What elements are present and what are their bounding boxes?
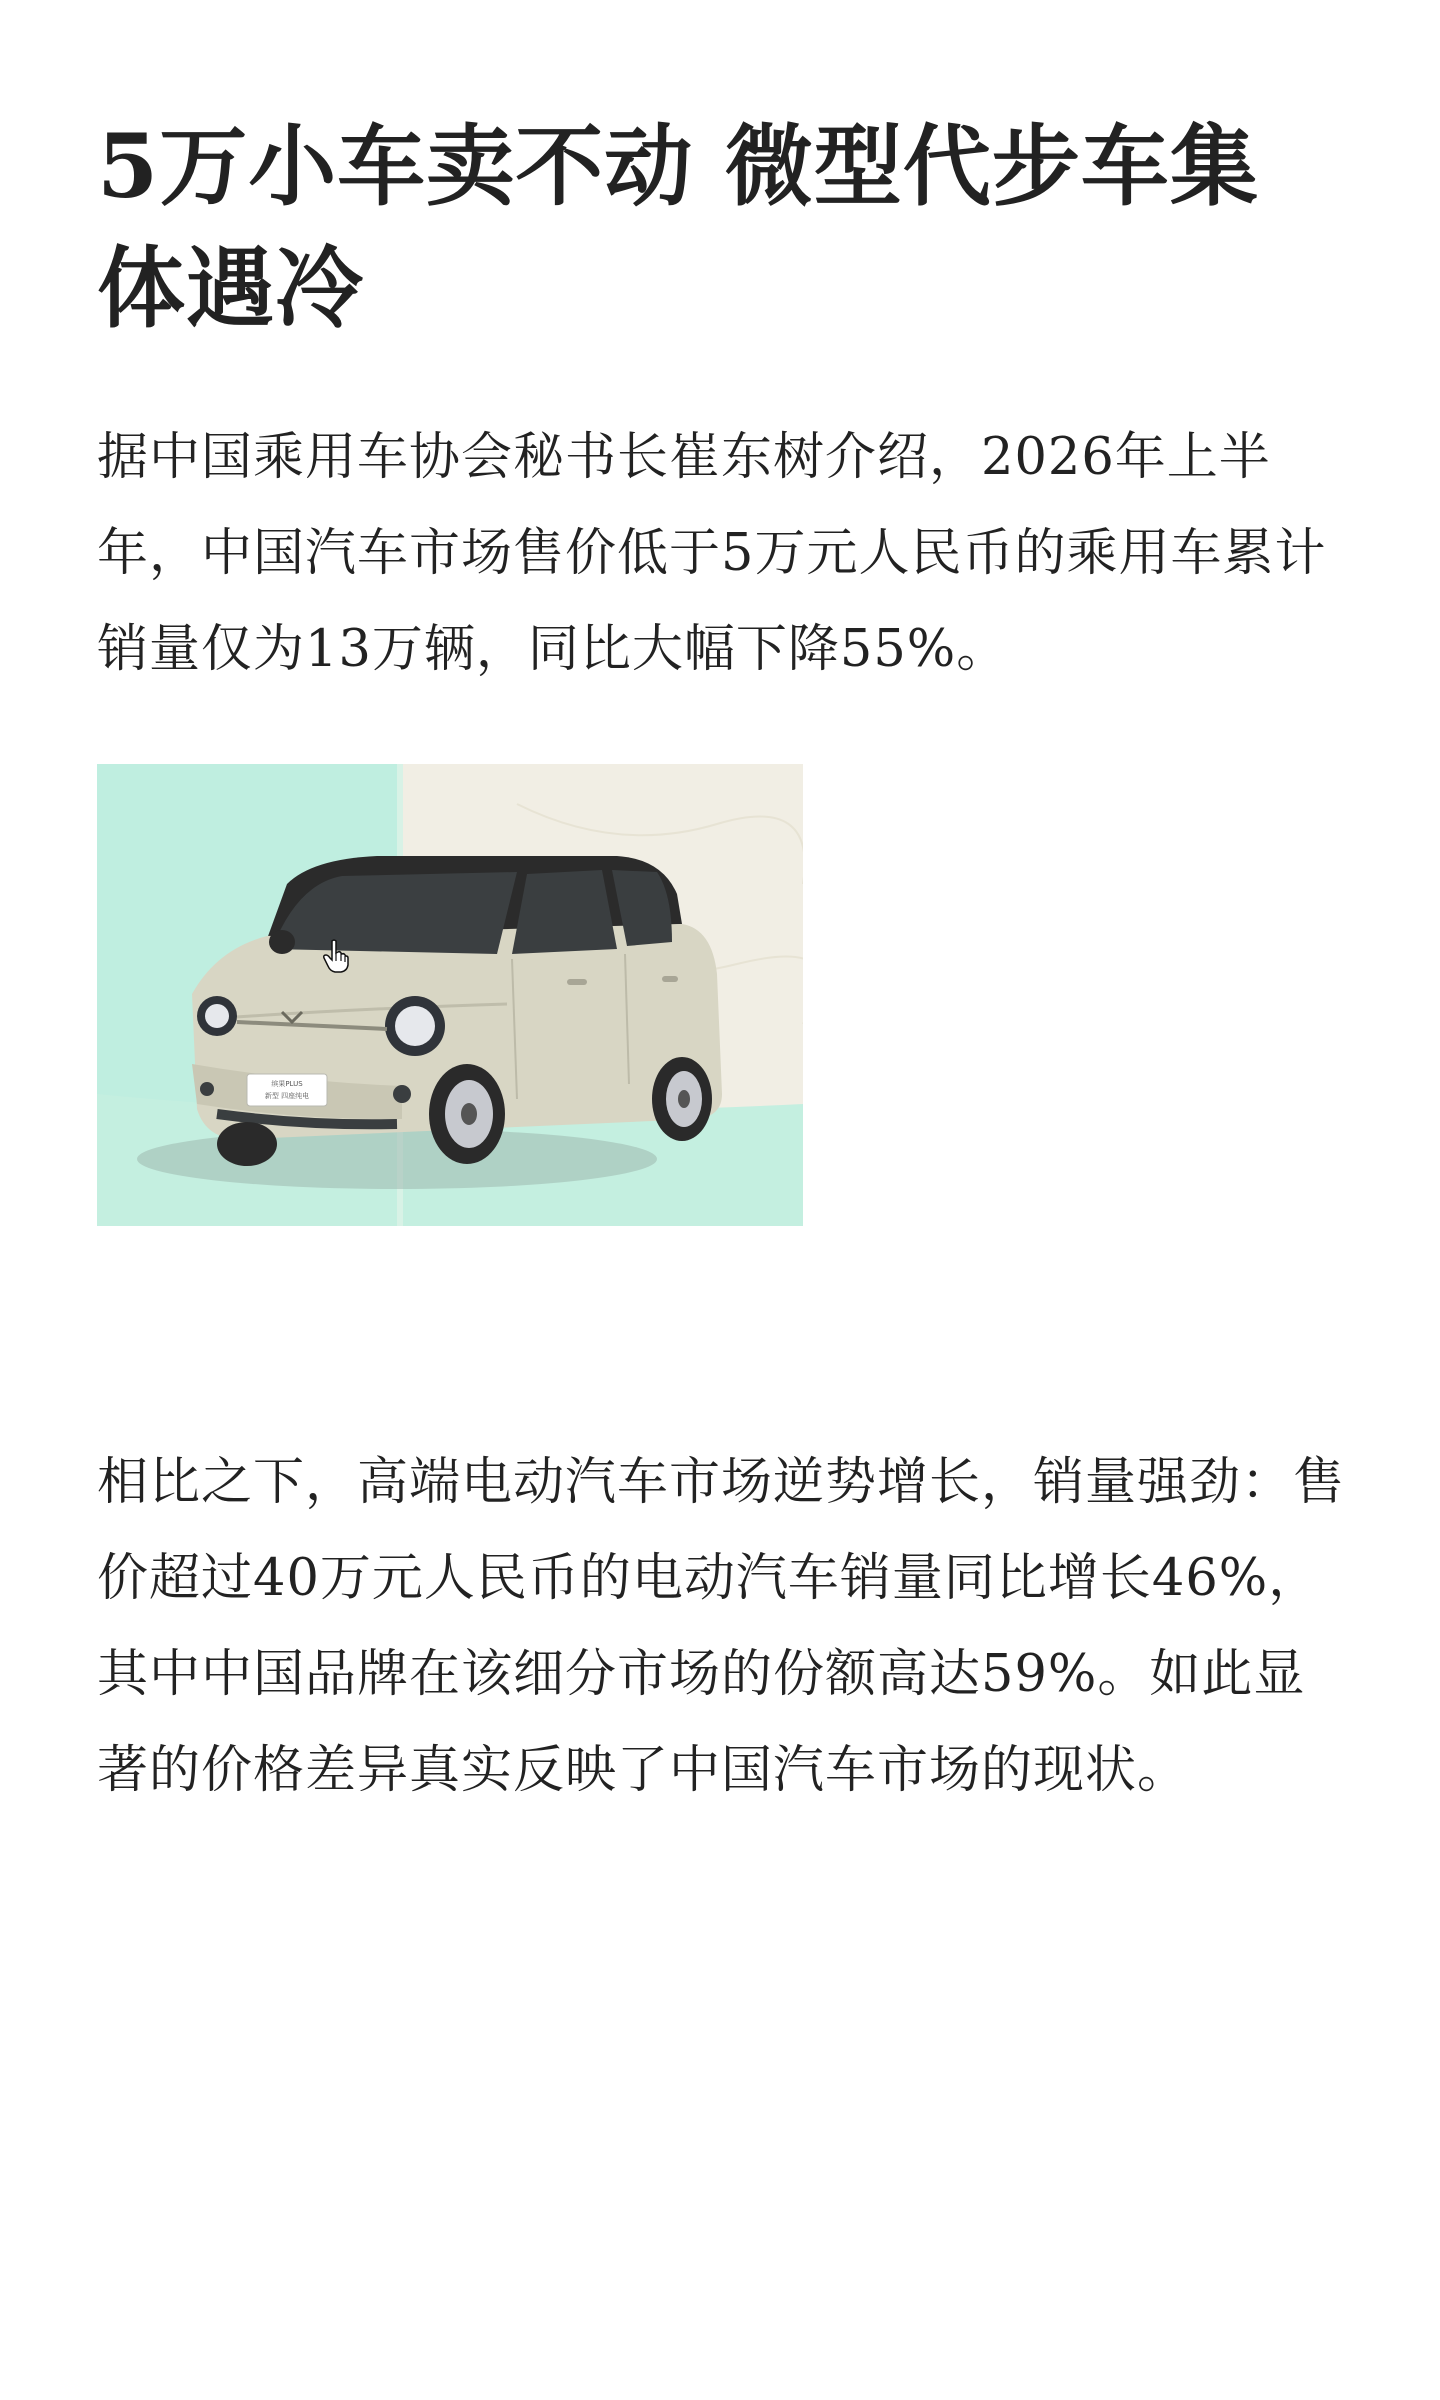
plate-line-2: 新型 四座纯电 xyxy=(264,1092,310,1100)
article-paragraph-2: 相比之下，高端电动汽车市场逆势增长，销量强劲：售价超过40万元人民币的电动汽车销量同比增长46%，其中中国品牌在该细分市场的份额高达59%。如此显著的价格差异真实反映了中国汽车市场的现状。 xyxy=(97,1453,1346,1800)
article-paragraph-1: 据中国乘用车协会秘书长崔东树介绍，2026年上半年，中国汽车市场售价低于5万元人民币的乘用车累计销量仅为13万辆，同比大幅下降55%。 xyxy=(97,428,1327,679)
article-title: 5万小车卖不动 微型代步车集体遇冷 xyxy=(97,114,1259,340)
car-illustration xyxy=(97,764,803,1226)
plate-line-1: 缤果PLUS xyxy=(271,1080,303,1088)
article-image xyxy=(97,764,803,1226)
hand-pointer-icon xyxy=(323,939,349,973)
